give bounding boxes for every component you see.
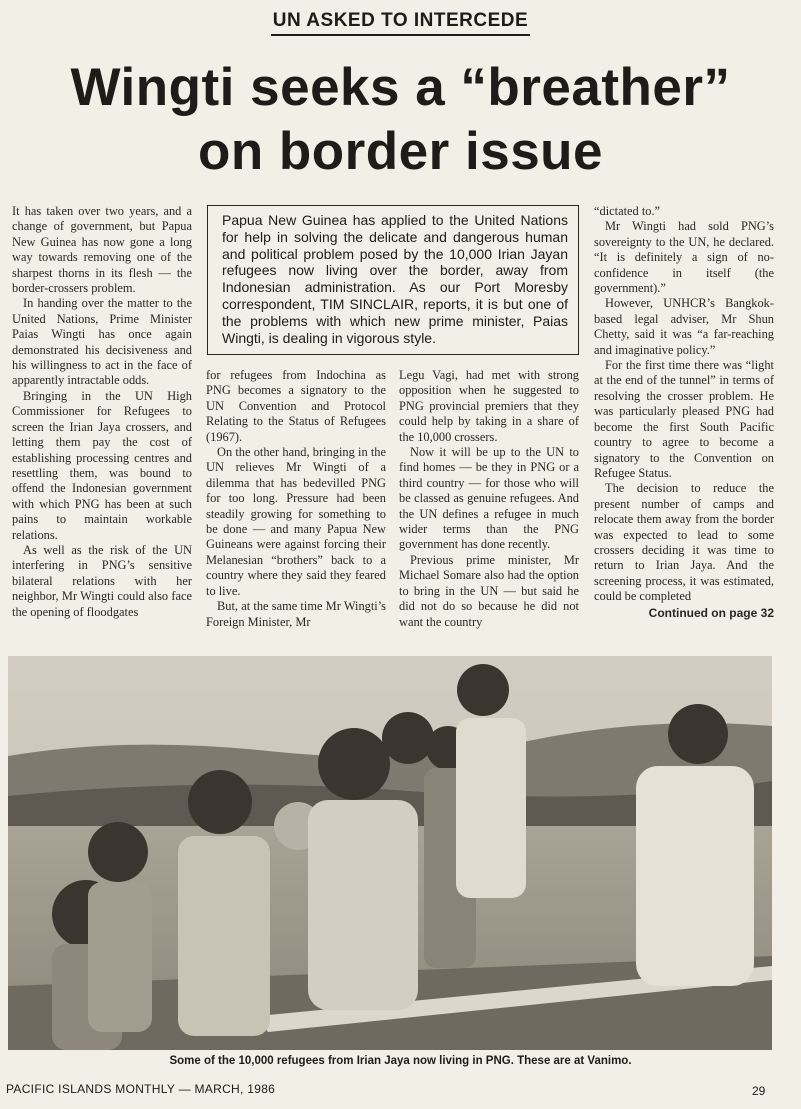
paragraph: Now it will be up to the UN to find homes — be they in PNG or a third country — for those who will be classed as genuine refugees. And the UN defines a refugee in much wider terms than the PNG government has done recently.	[399, 445, 579, 552]
child-4-head	[382, 712, 434, 764]
child-3-body	[178, 836, 270, 1036]
paragraph: As well as the risk of the UN interfering in PNG’s sensitive bilateral relations with her neighbor, Mr Wingti could also face the opening of floodgates	[12, 542, 192, 619]
photo-illustration	[8, 656, 772, 1050]
column-2	[206, 368, 386, 644]
child-2-body	[88, 882, 152, 1032]
woman-body	[308, 800, 418, 1010]
paragraph: Previous prime minister, Mr Michael Somare also had the option to bring in the UN — but said he did not do so because he did not want the country	[399, 552, 579, 629]
section-kicker	[0, 10, 801, 36]
woman-2-head	[668, 704, 728, 764]
photo-caption: Some of the 10,000 refugees from Irian Jaya now living in PNG. These are at Vanimo.	[169, 1055, 632, 1067]
paragraph: For the first time there was “light at the end of the tunnel” in terms of resolving the crosser problem. He was particularly pleased PNG had become the first South Pacific country to agree to become a signatory to the Convention on Refugee Status.	[594, 358, 774, 480]
continued-notice: Continued on page 32	[648, 605, 774, 620]
child-2-head	[88, 822, 148, 882]
kicker-text: UN ASKED TO INTERCEDE	[271, 10, 530, 36]
paragraph: Mr Wingti had sold PNG’s sovereignty to the UN, he declared. “It is definitely a sign of no-confidence in itself (the government).”	[594, 219, 774, 296]
paragraph: Legu Vagi, had met with strong opposition when he suggested to PNG provincial premiers that they could help by taking in a share of the 10,000 crossers.	[399, 368, 579, 444]
headline-line-1: Wingti seeks a “breather”	[70, 58, 731, 117]
headline-line-2: on border issue	[197, 122, 604, 181]
child-3-head	[188, 770, 252, 834]
paragraph: The decision to reduce the present number of camps and relocate them away from the border was expected to lead to some crossers deciding it was time to return to Irian Jaya. And the screening process, it was estimated, could be completed	[594, 481, 774, 604]
paragraph: “dictated to.”	[594, 204, 661, 218]
paragraph: It has taken over two years, and a change of government, but Papua New Guinea has now gone a long way towards removing one of the sharpest thorns in its flesh — the border-crossers problem.	[12, 204, 192, 296]
headline	[0, 56, 801, 184]
paragraph: But, at the same time Mr Wingti’s Foreign Minister, Mr	[206, 599, 386, 629]
column-1	[12, 204, 192, 644]
paragraph: for refugees from Indochina as PNG becomes a signatory to the UN Convention and Protocol Relating to the Status of Refugees (1967).	[206, 368, 386, 444]
page-number: 29	[752, 1084, 766, 1098]
refugees-photo	[8, 656, 772, 1050]
column-4	[594, 204, 774, 644]
child-6-body	[456, 718, 526, 898]
woman-head	[318, 728, 390, 800]
standfirst-text: Papua New Guinea has applied to the United Nations for help in solving the delicate and dangerous human and political problem posed by the 10,000 Irian Jayan refugees now living over the border, away from Indonesian administration. As our Port Moresby correspondent, TIM SINCLAIR, reports, it is but one of the problems with which new prime minister, Paias Wingti, is dealing in vigorous style.	[222, 212, 568, 346]
publication-footer: PACIFIC ISLANDS MONTHLY — MARCH, 1986	[6, 1082, 276, 1096]
paragraph: However, UNHCR’s Bangkok-based legal adviser, Mr Shun Chetty, said it was “a far-reaching and imaginative policy.”	[594, 296, 774, 357]
paragraph: In handing over the matter to the United Nations, Prime Minister Paias Wingti has once again demonstrated his decisiveness and his willingness to act in the face of apparently intractable odds.	[12, 296, 192, 388]
paragraph: On the other hand, bringing in the UN relieves Mr Wingti of a dilemma that has bedevilled PNG for too long. Pressure had been steadily growing for something to be done — and many Papua New Guineans were against forcing their Melanesian “brothers” back to a country where they said they feared to live.	[206, 445, 386, 598]
woman-2-body	[636, 766, 754, 986]
standfirst-box	[207, 205, 579, 355]
child-6-head	[457, 664, 509, 716]
column-3	[399, 368, 579, 644]
paragraph: Bringing in the UN High Commissioner for Refugees to screen the Irian Jaya crossers, and letting them pay the cost of establishing processing centres and resettling them, was bound to offend the Indonesian government with which PNG has been at such pains to maintain workable relations.	[12, 388, 192, 542]
